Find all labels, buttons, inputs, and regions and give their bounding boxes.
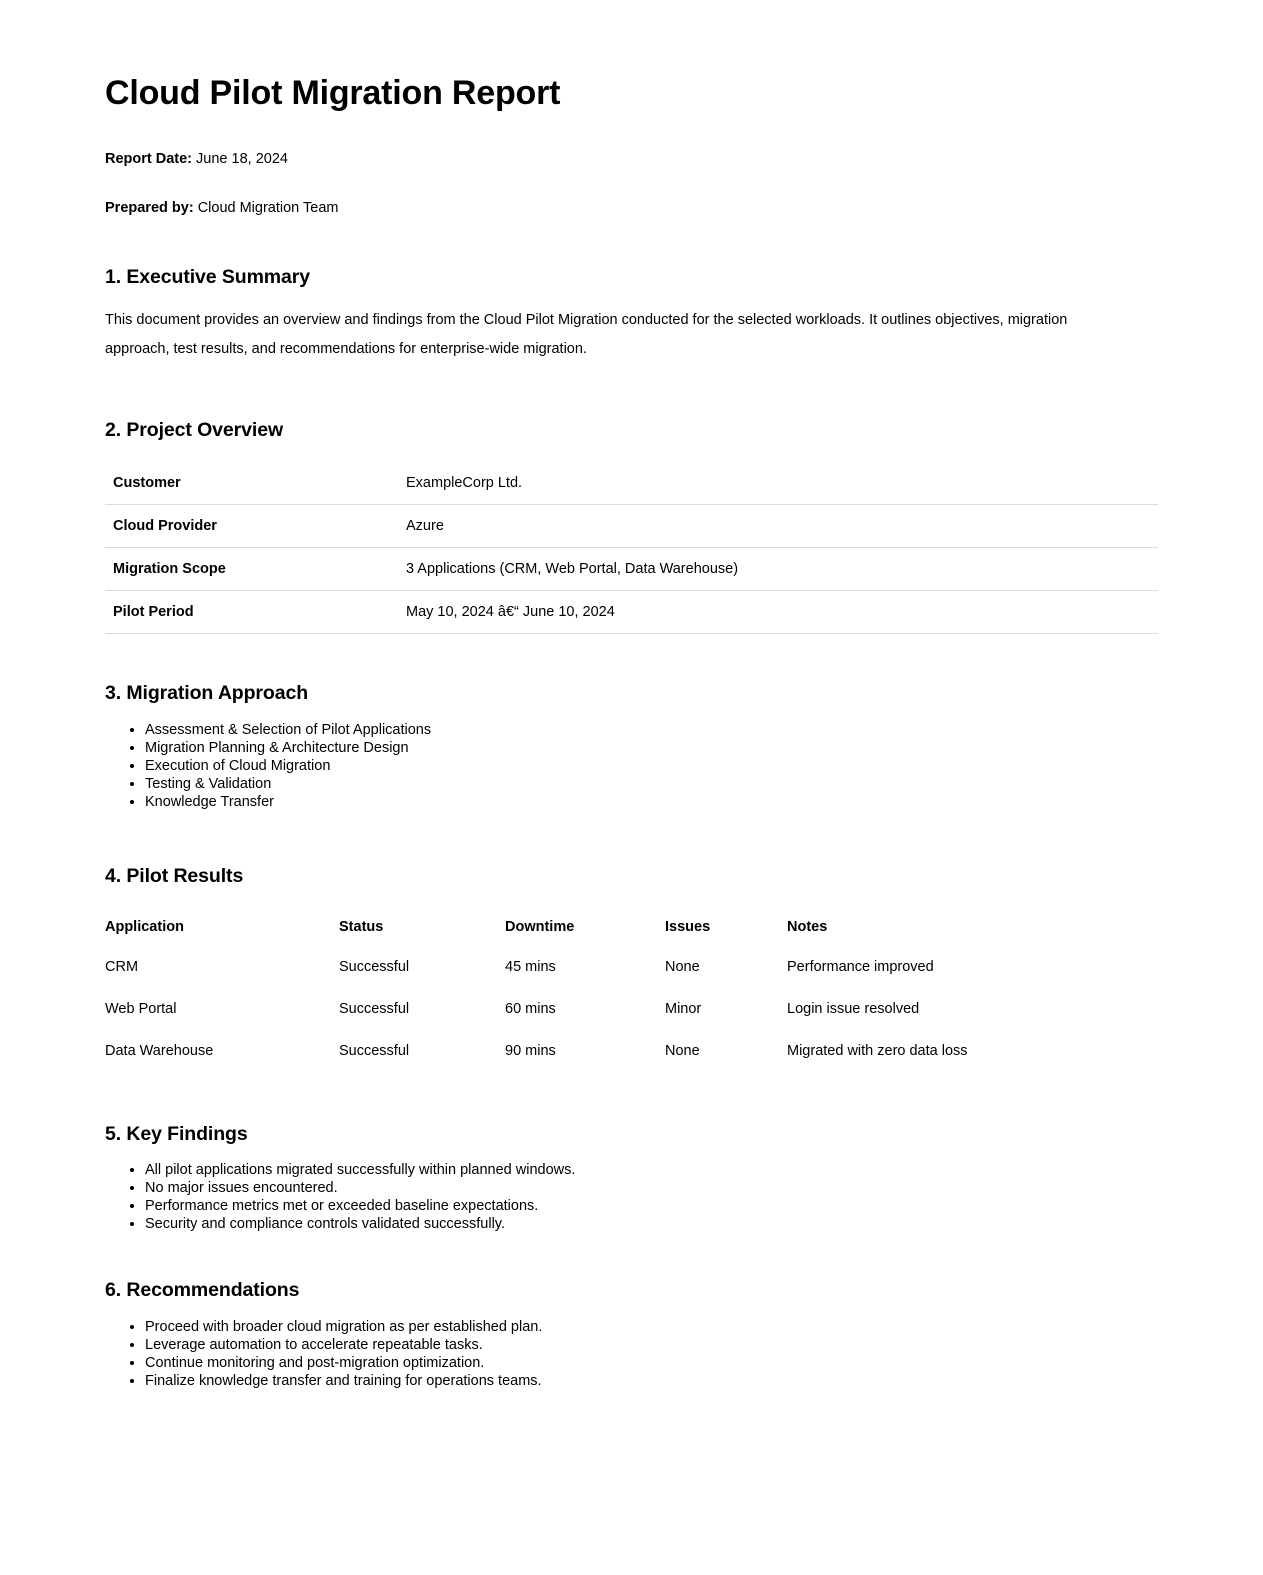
cell-downtime: 60 mins [505, 1001, 556, 1018]
section-heading-key-findings: 5. Key Findings [105, 1123, 248, 1146]
table-row [105, 988, 1158, 1030]
overview-key: Pilot Period [105, 591, 398, 634]
column-header-downtime: Downtime [505, 919, 575, 936]
list-item: • Leverage automation to accelerate repeatable tasks. [145, 1337, 1158, 1355]
prepared-by-value: Cloud Migration Team [197, 200, 339, 217]
project-overview-table [105, 462, 1158, 634]
cell-downtime: 45 mins [505, 959, 556, 976]
cell-status: Successful [339, 1043, 410, 1060]
list-item: • Finalize knowledge transfer and training for operations teams. [145, 1373, 1158, 1391]
overview-key: Migration Scope [105, 548, 398, 591]
overview-key: Customer [105, 462, 398, 505]
pilot-results-table [105, 908, 1158, 1072]
section-heading-project-overview: 2. Project Overview [105, 419, 284, 442]
table-row [105, 1030, 1158, 1072]
cell-notes: Login issue resolved [787, 1001, 920, 1018]
executive-summary-paragraph: This document provides an overview and findings from the Cloud Pilot Migration conducted for the selected workloads. It outlines objectives, migration approach, test results, and recommendations for enterprise-wide migration. [105, 312, 1068, 358]
section-heading-recommendations: 6. Recommendations [105, 1279, 300, 1302]
cell-issues: None [665, 959, 700, 976]
cell-issues: None [665, 1043, 700, 1060]
table-row [105, 462, 1158, 505]
list-item: • Execution of Cloud Migration [145, 758, 1158, 776]
report-date-line [105, 149, 1158, 169]
list-item: • Proceed with broader cloud migration as per established plan. [145, 1319, 1158, 1337]
list-item: • Performance metrics met or exceeded baseline expectations. [145, 1198, 1158, 1216]
key-findings-list [105, 1162, 1158, 1234]
table-row [105, 548, 1158, 591]
cell-application: CRM [105, 959, 139, 976]
cell-status: Successful [339, 959, 410, 976]
migration-approach-list [105, 722, 1158, 812]
section-heading-pilot-results: 4. Pilot Results [105, 864, 244, 887]
overview-value: Azure [398, 505, 1158, 548]
overview-value: ExampleCorp Ltd. [398, 462, 1158, 505]
cell-application: Web Portal [105, 1001, 177, 1018]
recommendations-list [105, 1319, 1158, 1391]
list-item: • Continue monitoring and post-migration optimization. [145, 1355, 1158, 1373]
overview-value: 3 Applications (CRM, Web Portal, Data Warehouse) [398, 548, 1158, 591]
overview-key: Cloud Provider [105, 505, 398, 548]
cell-status: Successful [339, 1001, 410, 1018]
column-header-status: Status [339, 919, 384, 936]
table-row [105, 505, 1158, 548]
prepared-by-line [105, 198, 1158, 218]
table-row [105, 591, 1158, 634]
cell-issues: Minor [665, 1001, 702, 1018]
list-item: • Testing & Validation [145, 776, 1158, 794]
list-item: • Security and compliance controls validated successfully. [145, 1216, 1158, 1234]
column-header-issues: Issues [665, 919, 711, 936]
cell-notes: Migrated with zero data loss [787, 1043, 968, 1060]
prepared-by-label: Prepared by: [105, 200, 194, 217]
section-heading-executive-summary: 1. Executive Summary [105, 265, 311, 288]
list-item: • Assessment & Selection of Pilot Applications [145, 722, 1158, 740]
list-item: • All pilot applications migrated successfully within planned windows. [145, 1162, 1158, 1180]
table-header-row [105, 908, 1158, 946]
report-date-label: Report Date: [105, 151, 193, 168]
overview-value: May 10, 2024 â€“ June 10, 2024 [398, 591, 1158, 634]
column-header-notes: Notes [787, 919, 828, 936]
cell-downtime: 90 mins [505, 1043, 556, 1060]
report-date-value: June 18, 2024 [196, 151, 288, 168]
list-item: • Migration Planning & Architecture Design [145, 740, 1158, 758]
cell-application: Data Warehouse [105, 1043, 214, 1060]
list-item: • Knowledge Transfer [145, 794, 1158, 812]
column-header-application: Application [105, 919, 184, 936]
table-row [105, 946, 1158, 988]
cell-notes: Performance improved [787, 959, 934, 976]
section-heading-migration-approach: 3. Migration Approach [105, 682, 309, 705]
list-item: • No major issues encountered. [145, 1180, 1158, 1198]
page-title: Cloud Pilot Migration Report [105, 74, 561, 112]
